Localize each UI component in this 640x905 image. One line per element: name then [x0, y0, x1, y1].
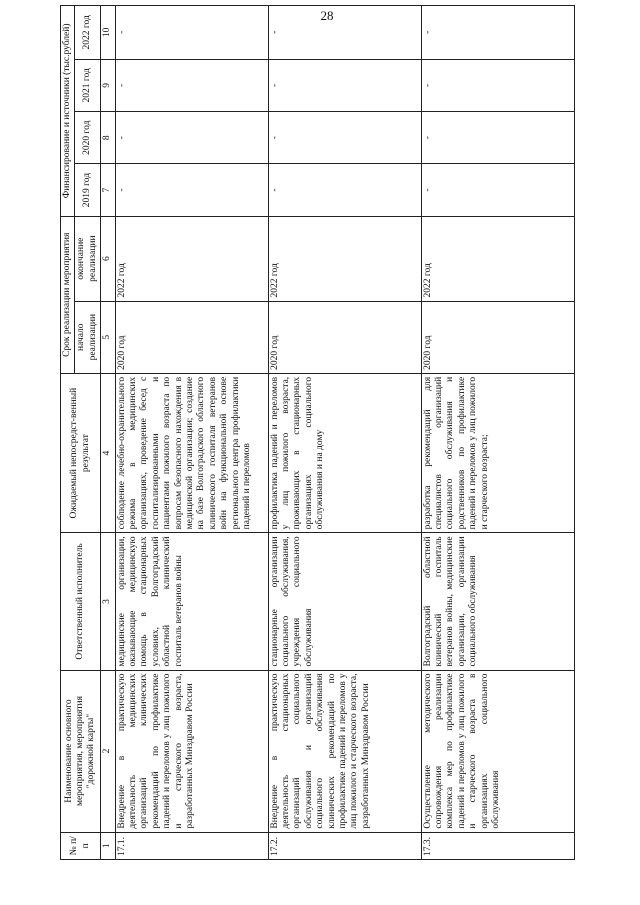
row-funding-2022: -: [421, 6, 574, 60]
header-2022: 2022 год: [75, 6, 101, 60]
table-row: [115, 6, 268, 860]
col-number: 2: [101, 670, 115, 832]
header-result: Ожидаемый непосредст-венный результат: [61, 373, 101, 533]
row-executor: стационарные организации социального обслуживания, учреждения социального обслуживания: [268, 533, 421, 670]
header-executor: Ответственный исполнитель: [61, 533, 101, 670]
row-funding-2022: -: [115, 6, 268, 60]
header-term: Срок реализации мероприятия: [61, 216, 75, 373]
row-end: 2022 год: [268, 216, 421, 301]
header-name: Наименование основного мероприятия, мероприятия "дорожной карты": [61, 670, 101, 832]
row-start: 2020 год: [268, 301, 421, 373]
header-funding: Финансирование и источники (тыс.рублей): [61, 6, 75, 217]
row-funding-2022: -: [268, 6, 421, 60]
row-funding-2019: -: [115, 164, 268, 216]
header-term-end: окончание реализации: [75, 216, 101, 301]
row-name: Внедрение в практическую деятельность стационарных организаций социального обслуживания и организаций социального обслуживания клинических рекомендаций по профилактике падений и переломов у лиц пожилого и старческого возраста, разработанных Минздравом России: [268, 670, 421, 832]
col-number: 10: [101, 6, 115, 60]
row-number: 17.2.: [268, 832, 421, 859]
header-no: № п/п: [61, 832, 101, 859]
row-end: 2022 год: [421, 216, 574, 301]
row-start: 2020 год: [115, 301, 268, 373]
row-executor: медицинские организации, оказывающие медицинскую помощь в стационарных условиях, Волгоградский областной клинический госпиталь ветеранов войны: [115, 533, 268, 670]
row-funding-2021: -: [268, 59, 421, 111]
row-funding-2020: -: [115, 112, 268, 164]
col-number: 1: [101, 832, 115, 859]
row-number: 17.1.: [115, 832, 268, 859]
row-number: 17.3.: [421, 832, 574, 859]
row-funding-2021: -: [115, 59, 268, 111]
column-numbers-row: [101, 6, 115, 860]
row-funding-2020: -: [268, 112, 421, 164]
row-funding-2021: -: [421, 59, 574, 111]
col-number: 9: [101, 59, 115, 111]
row-result: профилактика падений и переломов у лиц пожилого возраста, проживающих в стационарных организациях социального обслуживания и на дому: [268, 373, 421, 533]
row-name: Внедрение в практическую деятельность медицинских организаций клинических рекомендаций по профилактике падений и переломов у лиц пожилого и старческого возраста, разработанных Минздравом России: [115, 670, 268, 832]
rotated-table-container: [60, 5, 580, 860]
col-number: 7: [101, 164, 115, 216]
row-name: Осуществление методического сопровождения реализации комплекса мер по профилактике падений и переломов у лиц пожилого и старческого возраста в организациях социального обслуживания: [421, 670, 574, 832]
header-term-start: начало реализации: [75, 301, 101, 373]
roadmap-table: [60, 5, 575, 860]
col-number: 8: [101, 112, 115, 164]
col-number: 5: [101, 301, 115, 373]
row-result: разработка рекомендаций для специалистов организаций социального обслуживания и родственников по профилактике падений и переломов у лиц пожилого и старческого возраста;: [421, 373, 574, 533]
row-end: 2022 год: [115, 216, 268, 301]
row-funding-2019: -: [268, 164, 421, 216]
header-2021: 2021 год: [75, 59, 101, 111]
col-number: 4: [101, 373, 115, 533]
header-2019: 2019 год: [75, 164, 101, 216]
row-funding-2019: -: [421, 164, 574, 216]
col-number: 3: [101, 533, 115, 670]
table-row: [268, 6, 421, 860]
row-result: соблюдение лечебно-охранительного режима в медицинских организациях, проведение бесед с госпитализированными и пациентами пожилого возраста по вопросам безопасного нахождения в медицинской организации; создание на базе Волгоградского областного клинического госпиталя ветеранов войн на функциональной основе регионального центра профилактики падений и переломов: [115, 373, 268, 533]
header-2020: 2020 год: [75, 112, 101, 164]
page-number: 28: [320, 8, 334, 23]
row-executor: Волгоградский областной клинический госпиталь ветеранов войны, медицинские организации, организации социального обслуживания: [421, 533, 574, 670]
col-number: 6: [101, 216, 115, 301]
table-row: [421, 6, 574, 860]
row-start: 2020 год: [421, 301, 574, 373]
row-funding-2020: -: [421, 112, 574, 164]
